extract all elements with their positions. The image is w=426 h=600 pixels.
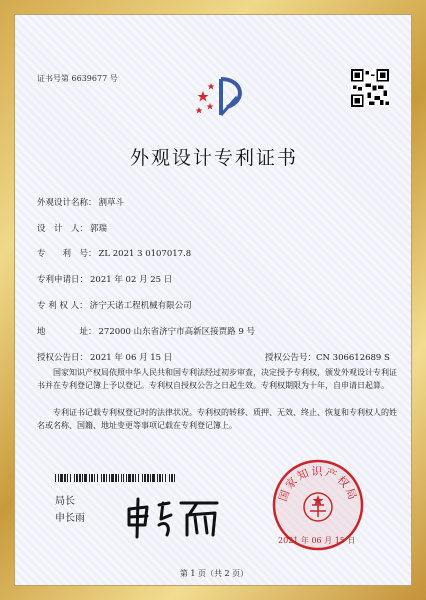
- director-block: [55, 493, 85, 527]
- field-application-date: [37, 273, 172, 285]
- field-designer: [37, 222, 107, 234]
- field-design-name: [37, 196, 124, 208]
- field-value: 2021 年 02 月 25 日: [90, 275, 173, 285]
- handwritten-signature-icon: [123, 495, 223, 539]
- certificate-number: 证书号第 6639677 号: [37, 74, 118, 83]
- field-label: 授权公告日：: [37, 353, 89, 363]
- field-value: CN 306612689 S: [316, 353, 390, 363]
- field-label: 专利申请日：: [37, 275, 89, 285]
- field-label: 地 址：: [37, 327, 97, 337]
- field-value: 郭瑞: [90, 224, 108, 234]
- field-value: 2021 年 06 月 15 日: [90, 353, 173, 363]
- field-grant-date: [37, 351, 172, 363]
- seal-text: 国家知识产权局: [276, 465, 360, 504]
- director-name: 申长雨: [55, 513, 85, 524]
- barcode-icon: [55, 474, 175, 482]
- field-label: 专 利 号：: [37, 249, 97, 259]
- qr-code-icon: [351, 69, 389, 107]
- field-value: ZL 2021 3 0107017.8: [98, 249, 192, 259]
- field-patent-number: [37, 247, 191, 259]
- page-footer: 第 1 页（共 2 页）: [179, 569, 249, 578]
- legal-paragraph-grant: 国家知识产权局依照中华人民共和国专利法经过初步审查，决定授予专利权，颁发外观设计专利证书并在专利登记簿上予以登记。专利权自授权公告之日起生效。专利权期限为十年，自申请日起算。: [37, 368, 397, 390]
- patent-office-emblem-icon: [191, 71, 251, 121]
- field-label: 外观设计名称：: [37, 198, 97, 208]
- field-address: [37, 325, 255, 337]
- field-value: 272000 山东省济宁市高新区接贾路 9 号: [98, 327, 255, 337]
- field-patentee: [37, 299, 192, 311]
- field-announcement-number: [265, 351, 390, 363]
- director-title: 局长: [55, 496, 75, 507]
- field-value: 济宁天诺工程机械有限公司: [89, 301, 192, 311]
- field-value: 割草斗: [98, 198, 125, 208]
- seal-date: 2021 年 06 月 15 日: [278, 536, 356, 545]
- field-label: 设 计 人：: [37, 224, 89, 234]
- certificate-paper: [14, 14, 412, 586]
- field-label: 授权公告号：: [265, 353, 317, 363]
- certificate-title: 外观设计专利证书: [129, 147, 298, 169]
- legal-paragraph-status: 专利证书记载专利权登记时的法律状况。专利权的转移、质押、无效、终止、恢复和专利权人的姓名或名称、国籍、地址变更等事项记载在专利登记簿上。: [37, 408, 397, 430]
- field-label: 专 利 权 人：: [37, 301, 88, 311]
